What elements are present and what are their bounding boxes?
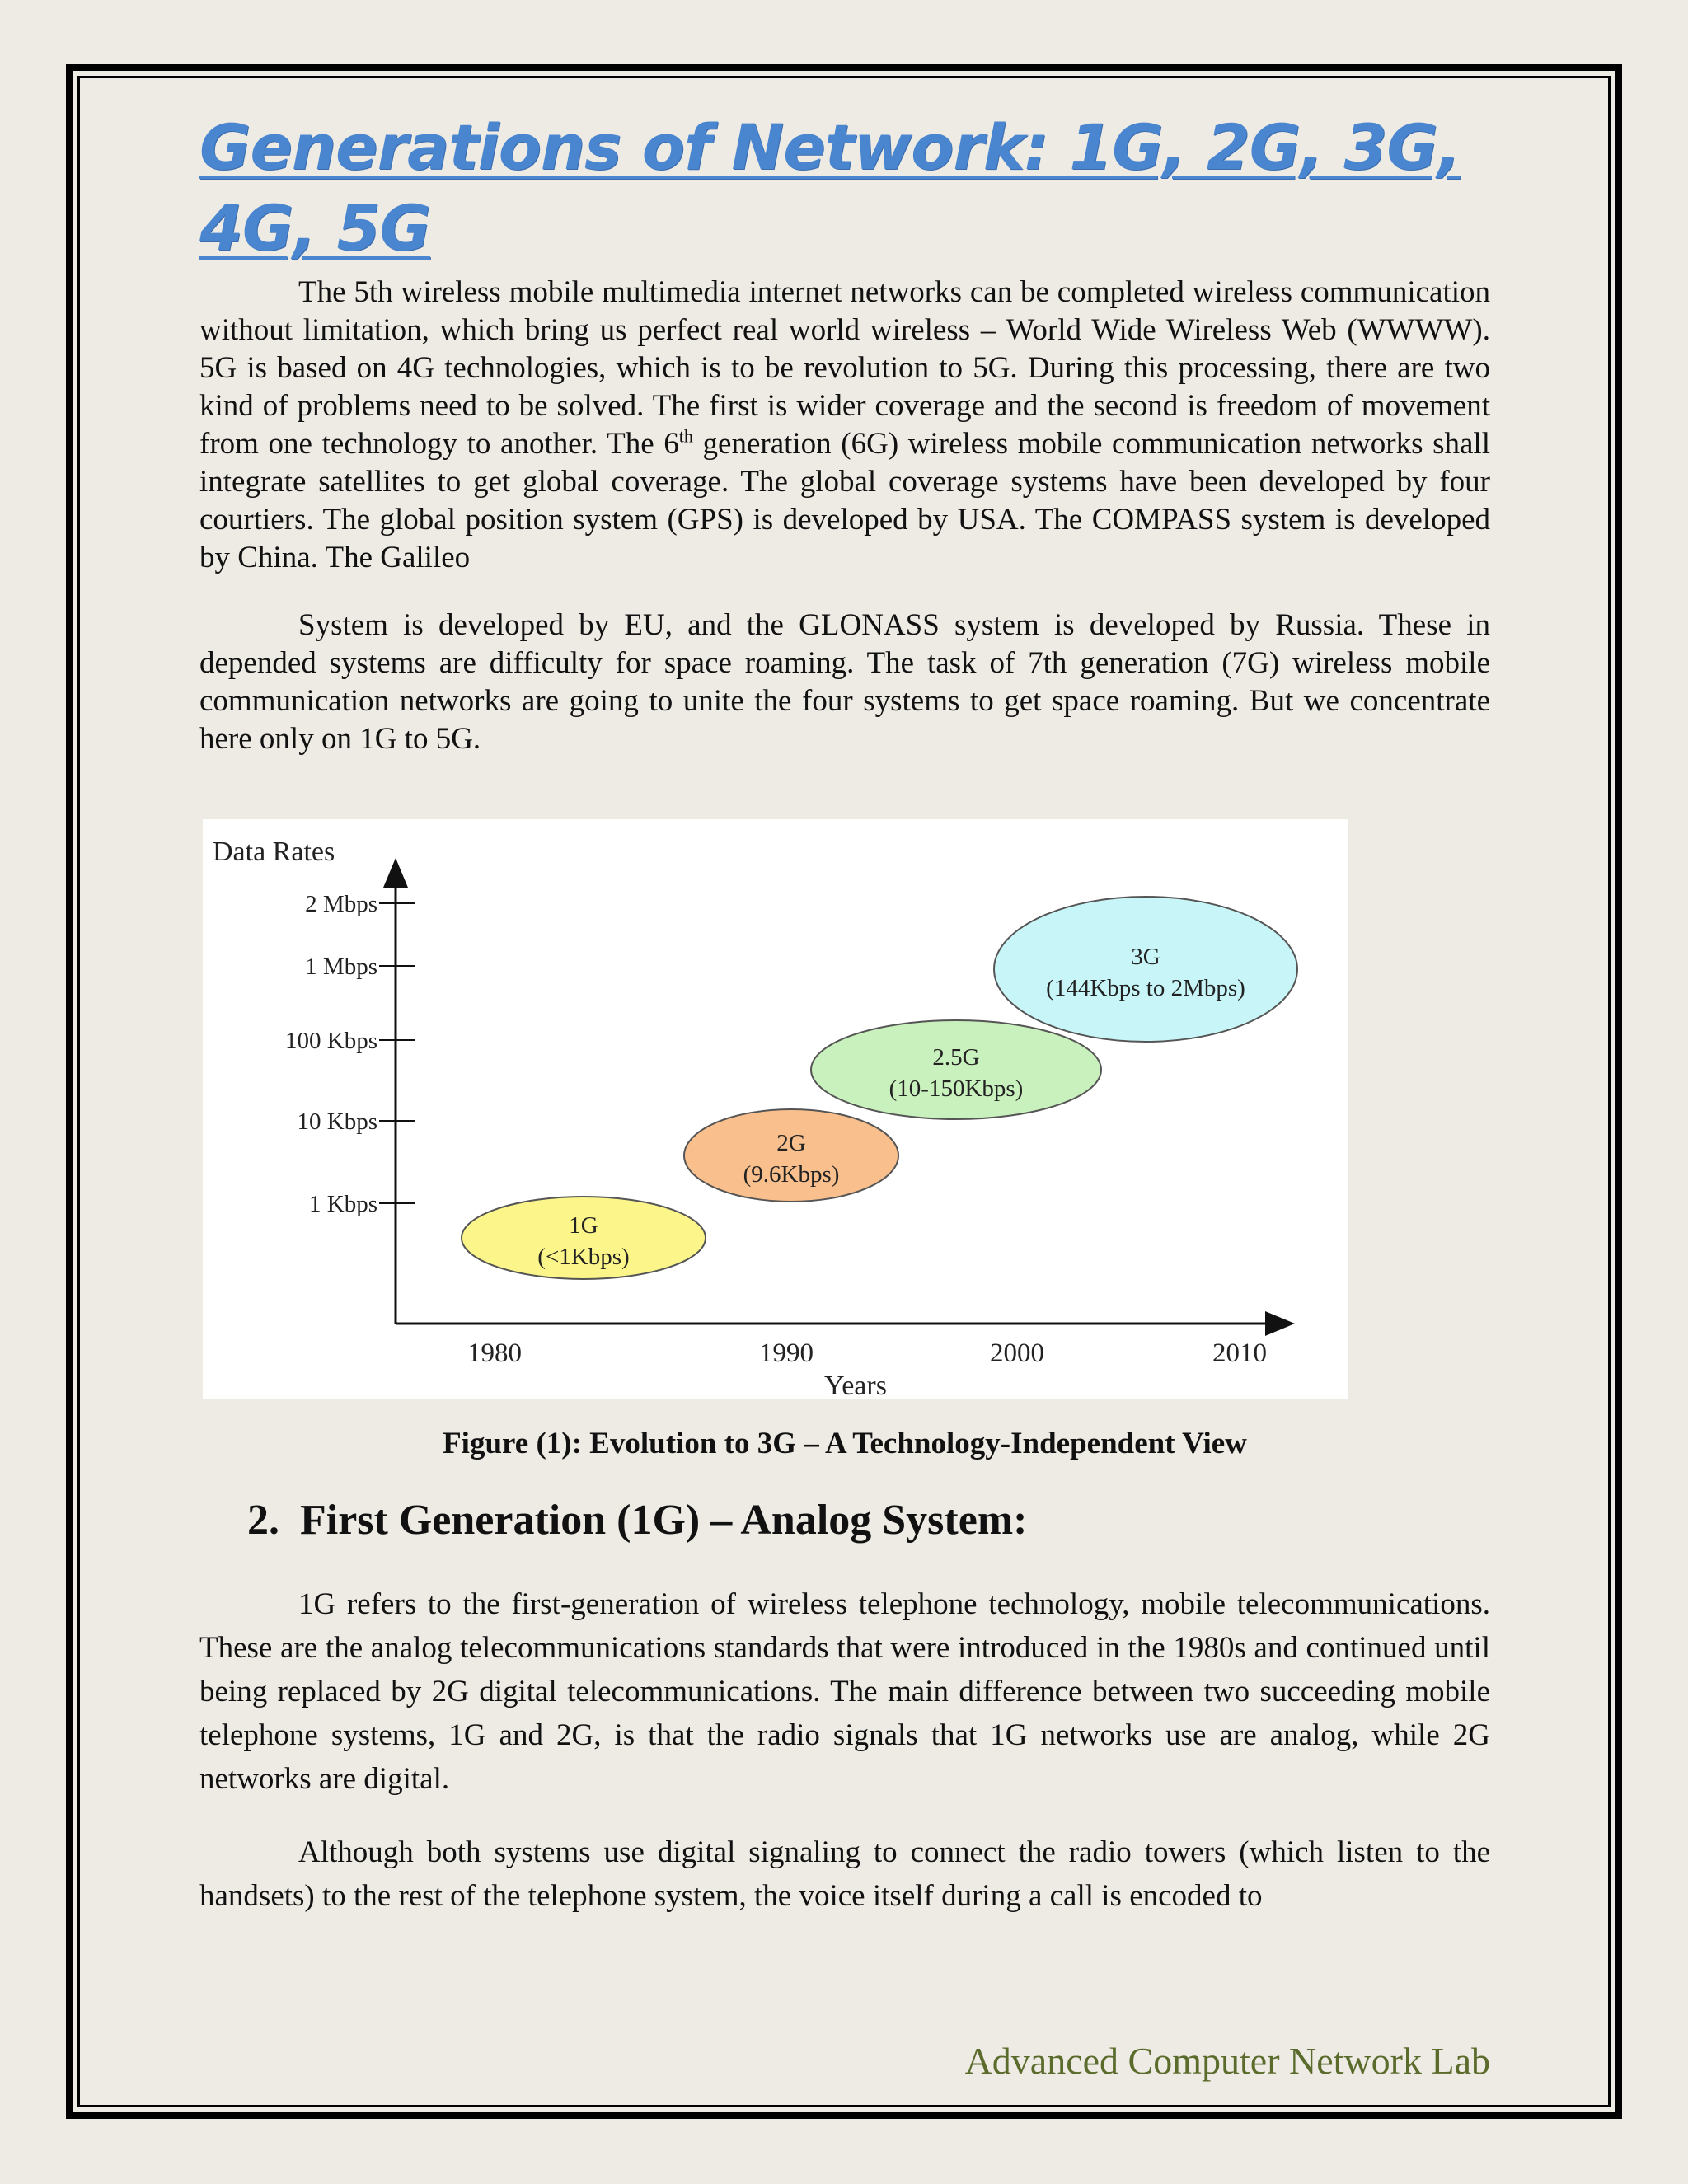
bubble-sublabel: (144Kbps to 2Mbps) [1046,975,1245,1001]
bubble-label: 1G [569,1212,598,1239]
section-number: 2. [247,1497,279,1544]
bubble-sublabel: (10-150Kbps) [889,1076,1024,1102]
intro-paragraph-2: System is developed by EU, and the GLONASS system is developed by Russia. These in depended systems are difficulty for space roaming. The task of 7th generation (7G) wireless mobile communication networks are going to unite the four systems to get space roaming. But we concentrate here only on 1G to 5G. [199,608,1490,756]
y-tick-label: 10 Kbps [297,1108,377,1135]
bubble-label: 3G [1131,944,1160,970]
intro-text-b: generation (6G) wireless mobile communication networks shall integrate satellites to get global coverage. The global coverage systems have been developed by four courtiers. The global position system (GPS) is developed by USA. The COMPASS system is developed by China. The Galileo [199,427,1490,574]
section-body [199,1582,1490,1918]
page-title: Generations of Network: 1G, 2G, 3G, 4G, 5G [199,110,1461,265]
x-tick-label: 1990 [759,1338,814,1368]
bubble-sublabel: (9.6Kbps) [743,1161,840,1188]
y-tick-label: 100 Kbps [285,1028,377,1054]
y-tick-label: 2 Mbps [305,891,377,917]
footer-lab-name: Advanced Computer Network Lab [964,2040,1490,2082]
x-tick-label: 2010 [1212,1338,1267,1368]
page-content [199,107,1490,758]
section-title: First Generation (1G) – Analog System: [300,1497,1028,1544]
superscript-th: th [678,425,693,447]
data-rates-chart [203,819,1348,1399]
y-tick-label: 1 Mbps [305,954,377,980]
x-tick-label: 2000 [990,1338,1044,1368]
y-axis-label: Data Rates [213,837,335,867]
bubble-label: 2.5G [932,1044,980,1071]
figure-caption: Figure (1): Evolution to 3G – A Technology-Independent View [443,1427,1247,1460]
bubble-sublabel: (<1Kbps) [537,1244,630,1270]
y-tick-label: 1 Kbps [309,1191,377,1217]
x-tick-label: 1980 [467,1338,522,1368]
body-paragraph-2: Although both systems use digital signaling to connect the radio towers (which listen to the handsets) to the rest of the telephone system, the voice itself during a call is encoded to [199,1835,1490,1913]
x-axis-label: Years [824,1371,887,1399]
intro-text-a: The 5th wireless mobile multimedia internet networks can be completed wireless communication without limitation, which bring us perfect real world wireless – World Wide Wireless Web (WWWW). 5G is based on 4G technologies, which is to be revolution to 5G. During this processing, there are two kind of problems need to be solved. The first is wider coverage and the second is freedom of movement from one technology to another. The 6 [199,275,1490,461]
bubble-label: 2G [776,1130,806,1156]
intro-paragraph-1 [199,274,1490,577]
body-paragraph-1: 1G refers to the first-generation of wireless telephone technology, mobile telecommunications. These are the analog telecommunications standards that were introduced in the 1980s and continued until being replaced by 2G digital telecommunications. The main difference between two succeeding mobile telephone systems, 1G and 2G, is that the radio signals that 1G networks use are analog, while 2G networks are digital. [199,1587,1490,1796]
section-heading [247,1496,1027,1544]
